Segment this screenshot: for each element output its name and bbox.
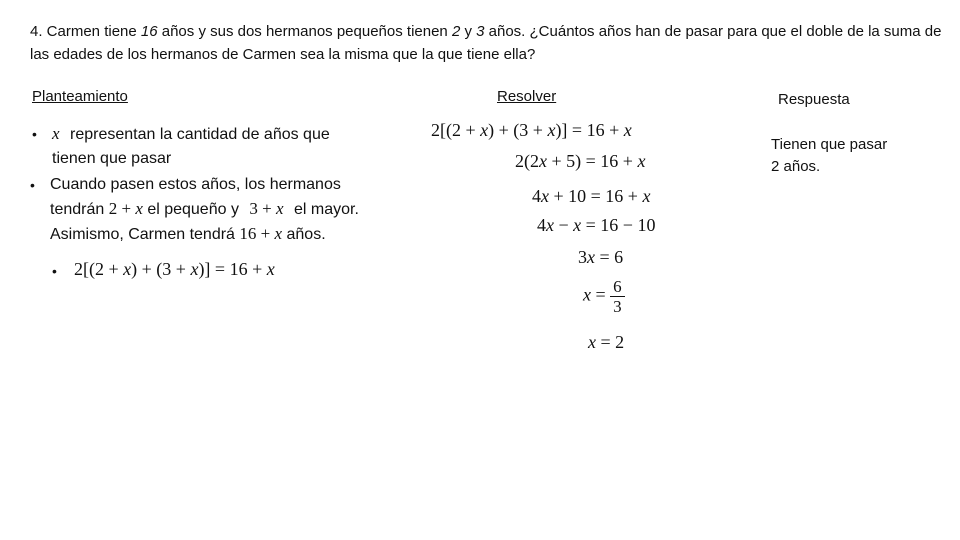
bullet-3-equation: 2[(2 + x) + (3 + x)] = 16 + x [74, 259, 275, 279]
bullet-2-expr-small: 2 + x [108, 199, 143, 218]
problem-text-2: años y sus dos hermanos pequeños tienen [157, 23, 452, 40]
solve-step-2: 2(2x + 5) = 16 + x [515, 151, 646, 171]
problem-text-4: años. ¿Cuántos años han de pasar para que el doble de la suma de las edades de los hermanos de Carmen sea la misma que la que tiene ella? [30, 23, 942, 63]
solve-step-6-numerator: 6 [610, 277, 625, 297]
bullet-2 [50, 173, 400, 247]
answer-section [771, 134, 941, 178]
bullet-2-dot: • [30, 177, 35, 193]
bullet-2-end: el mayor. [294, 201, 359, 218]
problem-age-sibling-2: 3 [476, 23, 485, 40]
bullet-2-line1: Cuando pasen estos años, los hermanos [50, 176, 341, 193]
solve-step-6-lhs: x = [583, 284, 606, 305]
problem-statement [30, 20, 950, 66]
heading-planteamiento: Planteamiento [32, 88, 128, 105]
solve-step-7: x = 2 [588, 332, 625, 352]
bullet-2-anos: años. [286, 226, 326, 243]
bullet-2-middle: el pequeño y [147, 201, 239, 218]
solve-step-4: 4x − x = 16 − 10 [537, 215, 656, 235]
problem-text-3: y [460, 23, 477, 40]
bullet-2-expr-big: 3 + x [249, 199, 284, 218]
bullet-2-expr-carmen: 16 + x [239, 224, 283, 243]
heading-resolver: Resolver [497, 88, 557, 105]
solve-step-3: 4x + 10 = 16 + x [532, 186, 651, 206]
bullet-3-dot: • [52, 263, 57, 279]
solve-step-6-denominator: 3 [613, 297, 622, 316]
heading-respuesta: Respuesta [778, 91, 850, 108]
bullet-1-text-line2: tienen que pasar [52, 150, 172, 167]
solve-step-5: 3x = 6 [578, 247, 624, 267]
bullet-1-dot: • [32, 126, 37, 142]
solve-step-1: 2[(2 + x) + (3 + x)] = 16 + x [431, 120, 632, 140]
bullet-1 [52, 122, 382, 171]
bullet-2-tendran: tendrán [50, 201, 105, 218]
problem-age-sibling-1: 2 [451, 23, 461, 40]
problem-age-carmen: 16 [140, 23, 158, 40]
bullet-2-line3 [50, 222, 400, 247]
solve-step-6-fraction [610, 277, 625, 316]
bullet-2-line2 [50, 197, 400, 222]
bullet-1-variable: x [52, 124, 60, 143]
problem-text-1: 4. Carmen tiene [30, 23, 141, 40]
solve-step-6 [583, 277, 625, 316]
bullet-1-text-line1: representan la cantidad de años que [70, 126, 330, 143]
answer-line-1: Tienen que pasar [771, 136, 888, 153]
bullet-2-asimismo: Asimismo, Carmen tendrá [50, 226, 235, 243]
answer-line-2: 2 años. [771, 158, 821, 175]
